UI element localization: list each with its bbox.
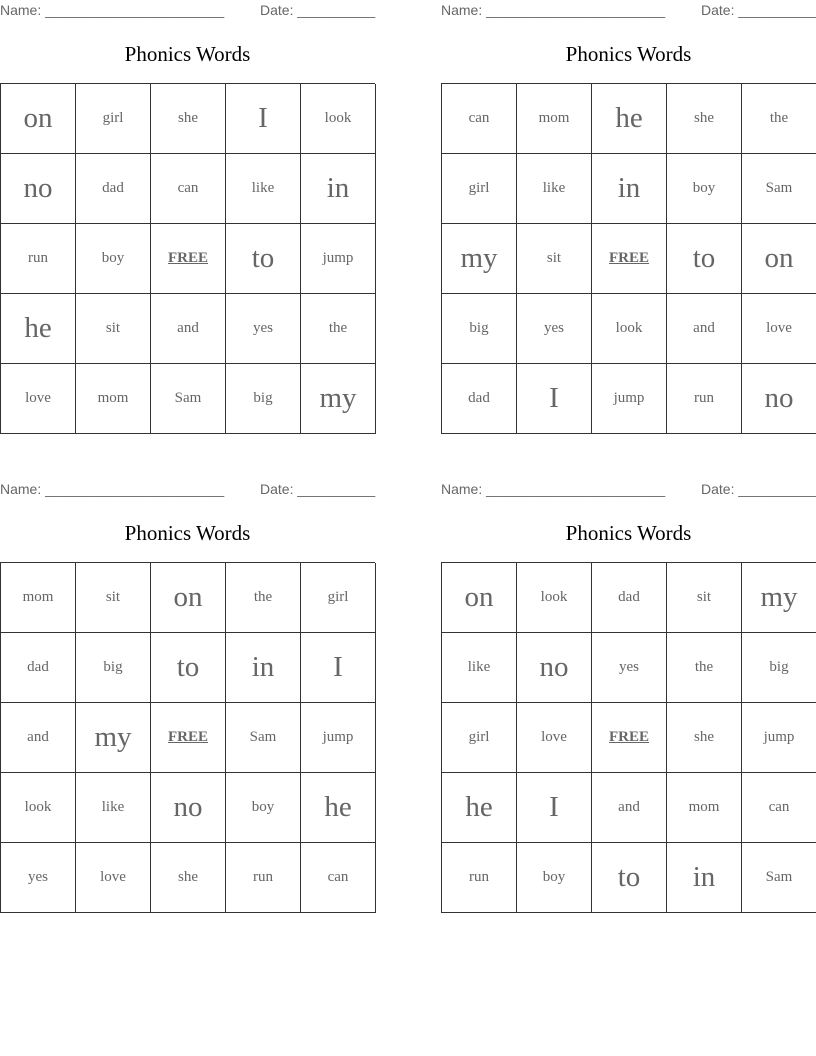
- word-cell: jump: [301, 703, 376, 773]
- word-cell: my: [442, 224, 517, 294]
- word-cell: mom: [1, 563, 76, 633]
- word-cell: Sam: [151, 364, 226, 434]
- word-cell: to: [226, 224, 301, 294]
- word-cell: my: [76, 703, 151, 773]
- word-cell: like: [226, 154, 301, 224]
- bingo-card-3: [0, 479, 375, 913]
- word-cell: jump: [742, 703, 816, 773]
- word-cell: the: [301, 294, 376, 364]
- word-cell: my: [301, 364, 376, 434]
- word-cell: Sam: [742, 154, 816, 224]
- bingo-card-2: [441, 0, 816, 434]
- word-cell: like: [76, 773, 151, 843]
- word-cell: and: [667, 294, 742, 364]
- word-cell: love: [742, 294, 816, 364]
- word-cell: she: [667, 703, 742, 773]
- word-cell: can: [742, 773, 816, 843]
- word-cell: in: [592, 154, 667, 224]
- card-header: [0, 481, 375, 499]
- word-cell: sit: [76, 563, 151, 633]
- word-cell: no: [742, 364, 816, 434]
- card-header: [441, 481, 816, 499]
- word-cell: Sam: [742, 843, 816, 913]
- word-cell: and: [151, 294, 226, 364]
- word-cell: no: [151, 773, 226, 843]
- bingo-card-1: [0, 0, 375, 434]
- word-cell: in: [667, 843, 742, 913]
- word-cell: and: [1, 703, 76, 773]
- word-grid: [441, 562, 816, 913]
- word-grid: [441, 83, 816, 434]
- name-field[interactable]: Name: _______________________: [441, 481, 666, 497]
- word-cell: big: [742, 633, 816, 703]
- word-cell: can: [301, 843, 376, 913]
- word-cell: girl: [301, 563, 376, 633]
- card-title: Phonics Words: [124, 42, 251, 66]
- word-cell: to: [592, 843, 667, 913]
- date-field[interactable]: Date: __________: [260, 2, 376, 18]
- card-title: Phonics Words: [565, 42, 692, 66]
- word-cell: sit: [667, 563, 742, 633]
- word-cell: look: [301, 84, 376, 154]
- word-cell: look: [1, 773, 76, 843]
- card-header: [0, 2, 375, 20]
- word-grid: [0, 83, 375, 434]
- word-cell: on: [442, 563, 517, 633]
- word-cell: boy: [226, 773, 301, 843]
- word-cell: jump: [301, 224, 376, 294]
- word-cell: in: [301, 154, 376, 224]
- word-cell: yes: [1, 843, 76, 913]
- word-cell: run: [226, 843, 301, 913]
- word-cell: he: [301, 773, 376, 843]
- word-cell: the: [742, 84, 816, 154]
- word-cell: big: [442, 294, 517, 364]
- word-cell: big: [76, 633, 151, 703]
- word-cell: sit: [517, 224, 592, 294]
- word-cell: love: [517, 703, 592, 773]
- word-grid: [0, 562, 375, 913]
- word-cell: love: [76, 843, 151, 913]
- word-cell: run: [1, 224, 76, 294]
- word-cell: yes: [517, 294, 592, 364]
- word-cell: I: [301, 633, 376, 703]
- word-cell: dad: [1, 633, 76, 703]
- word-cell: yes: [226, 294, 301, 364]
- free-space-cell: FREE: [151, 224, 226, 294]
- name-field[interactable]: Name: _______________________: [441, 2, 666, 18]
- bingo-card-4: [441, 479, 816, 913]
- date-field[interactable]: Date: __________: [701, 481, 816, 497]
- word-cell: in: [226, 633, 301, 703]
- word-cell: girl: [442, 154, 517, 224]
- word-cell: mom: [517, 84, 592, 154]
- word-cell: on: [1, 84, 76, 154]
- word-cell: can: [442, 84, 517, 154]
- word-cell: big: [226, 364, 301, 434]
- word-cell: girl: [76, 84, 151, 154]
- word-cell: girl: [442, 703, 517, 773]
- word-cell: love: [1, 364, 76, 434]
- word-cell: dad: [592, 563, 667, 633]
- word-cell: on: [151, 563, 226, 633]
- word-cell: to: [667, 224, 742, 294]
- word-cell: jump: [592, 364, 667, 434]
- word-cell: yes: [592, 633, 667, 703]
- word-cell: sit: [76, 294, 151, 364]
- word-cell: I: [517, 773, 592, 843]
- word-cell: I: [226, 84, 301, 154]
- word-cell: the: [667, 633, 742, 703]
- card-title: Phonics Words: [124, 521, 251, 545]
- word-cell: mom: [76, 364, 151, 434]
- word-cell: on: [742, 224, 816, 294]
- word-cell: no: [517, 633, 592, 703]
- word-cell: he: [1, 294, 76, 364]
- word-cell: she: [151, 84, 226, 154]
- word-cell: no: [1, 154, 76, 224]
- word-cell: like: [517, 154, 592, 224]
- word-cell: to: [151, 633, 226, 703]
- word-cell: he: [592, 84, 667, 154]
- word-cell: I: [517, 364, 592, 434]
- free-space-cell: FREE: [592, 703, 667, 773]
- word-cell: boy: [76, 224, 151, 294]
- word-cell: the: [226, 563, 301, 633]
- name-field[interactable]: Name: _______________________: [0, 481, 225, 497]
- word-cell: and: [592, 773, 667, 843]
- word-cell: dad: [442, 364, 517, 434]
- free-space-cell: FREE: [151, 703, 226, 773]
- word-cell: she: [151, 843, 226, 913]
- word-cell: boy: [667, 154, 742, 224]
- name-field[interactable]: Name: _______________________: [0, 2, 225, 18]
- word-cell: mom: [667, 773, 742, 843]
- card-title: Phonics Words: [565, 521, 692, 545]
- word-cell: look: [517, 563, 592, 633]
- word-cell: dad: [76, 154, 151, 224]
- word-cell: like: [442, 633, 517, 703]
- word-cell: he: [442, 773, 517, 843]
- date-field[interactable]: Date: __________: [701, 2, 816, 18]
- date-field[interactable]: Date: __________: [260, 481, 376, 497]
- word-cell: Sam: [226, 703, 301, 773]
- word-cell: my: [742, 563, 816, 633]
- word-cell: boy: [517, 843, 592, 913]
- word-cell: can: [151, 154, 226, 224]
- word-cell: look: [592, 294, 667, 364]
- word-cell: run: [667, 364, 742, 434]
- word-cell: run: [442, 843, 517, 913]
- card-header: [441, 2, 816, 20]
- word-cell: she: [667, 84, 742, 154]
- free-space-cell: FREE: [592, 224, 667, 294]
